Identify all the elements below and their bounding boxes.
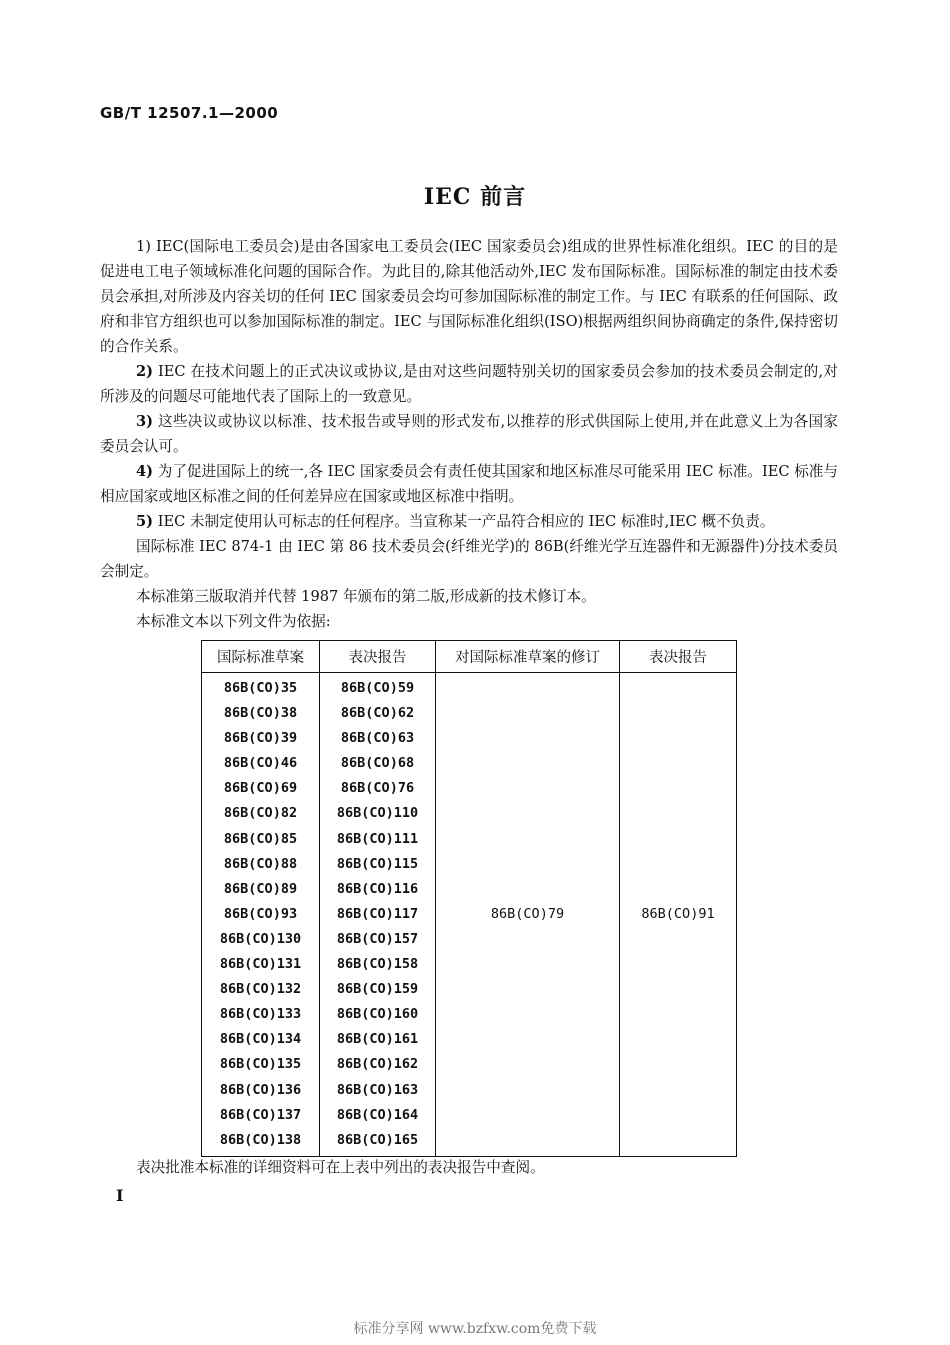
paragraph-5 [100,509,838,534]
list-item: 86B(CO)62 [340,705,415,722]
header-voting-report-2: 表决报告 [620,641,737,673]
paragraph-7 [100,584,838,609]
header-voting-report: 表决报告 [320,641,436,673]
list-item: 86B(CO)138 [219,1131,302,1148]
list-item: 86B(CO)35 [223,680,298,696]
paragraph-6 [100,534,838,584]
foreword-body [100,234,838,634]
list-item: 86B(CO)115 [336,855,419,872]
list-item: 86B(CO)110 [336,805,419,822]
list-item: 86B(CO)163 [336,1081,419,1098]
list-item: 86B(CO)38 [223,705,298,722]
standard-code: GB/T 12507.1—2000 [100,104,279,122]
paragraph-1 [100,234,838,359]
draft-standard-list [202,676,319,1153]
list-item: 86B(CO)160 [336,1006,419,1023]
list-item: 86B(CO)117 [336,905,419,922]
list-item: 86B(CO)82 [223,805,298,822]
voting-report-code: 86B(CO)91 [641,906,715,923]
footer-watermark: 标准分享网 www.bzfxw.com免费下载 [353,1321,597,1337]
paragraph-number: 4) [136,463,154,480]
paragraph-text: 为了促进国际上的统一,各 IEC 国家委员会有责任使其国家和地区标准尽可能采用 IEC 标准。IEC 标准与相应国家或地区标准之间的任何差异应在国家或地区标准中指明。 [100,463,838,505]
paragraph-text: IEC(国际电工委员会)是由各国家电工委员会(IEC 国家委员会)组成的世界性标准化组织。IEC 的目的是促进电工电子领域标准化问题的国际合作。为此目的,除其他活动外,IEC 发布国际标准。国际标准的制定由技术委员会承担,对所涉及内容关切的任何 IEC 国家委员会均可参加国际标准的制定工作。与 IEC 有联系的任何国际、政府和非官方组织也可以参加国际标准的制定。IEC 与国际标准化组织(ISO)根据两组织间协商确定的条件,保持密切的合作关系。 [100,238,839,355]
voting-report-list [320,676,435,1153]
paragraph-number: 5) [136,513,154,530]
list-item: 86B(CO)76 [340,780,415,797]
list-item: 86B(CO)136 [219,1081,302,1098]
list-item: 86B(CO)164 [336,1106,419,1123]
paragraph-text: IEC 在技术问题上的正式决议或协议,是由对这些问题特别关切的国家委员会参加的技术委员会制定的,对所涉及的问题尽可能地代表了国际上的一致意见。 [100,363,838,405]
list-item: 86B(CO)85 [223,830,298,847]
draft-amendment-cell [436,673,620,1157]
list-item: 86B(CO)131 [219,956,302,973]
paragraph-text: IEC 未制定使用认可标志的任何程序。当宣称某一产品符合相应的 IEC 标准时,IEC 概不负责。 [157,513,775,530]
document-basis-table [201,640,737,1157]
list-item: 86B(CO)133 [219,1006,302,1023]
list-item: 86B(CO)68 [340,755,415,772]
list-item: 86B(CO)130 [219,930,302,947]
draft-amendment-code: 86B(CO)79 [490,906,565,923]
table-header-row [202,641,737,673]
paragraph-8 [100,609,838,634]
list-item: 86B(CO)165 [336,1131,419,1148]
header-draft-standard: 国际标准草案 [202,641,320,673]
paragraph-3 [100,409,838,459]
paragraph-text: 本标准文本以下列文件为依据: [136,613,331,630]
list-item: 86B(CO)93 [223,905,298,922]
page-title: IEC 前言 [423,184,527,210]
paragraph-4 [100,459,838,509]
list-item: 86B(CO)161 [336,1031,419,1048]
list-item: 86B(CO)46 [223,755,298,772]
list-item: 86B(CO)39 [223,730,298,747]
list-item: 86B(CO)135 [219,1056,302,1073]
list-item: 86B(CO)137 [219,1106,302,1123]
list-item: 86B(CO)89 [223,880,298,897]
paragraph-2 [100,359,838,409]
paragraph-text: 这些决议或协议以标准、技术报告或导则的形式发布,以推荐的形式供国际上使用,并在此意义上为各国家委员会认可。 [100,413,838,455]
list-item: 86B(CO)158 [336,956,419,973]
voting-report-cell [320,673,436,1157]
voting-report-cell-2 [620,673,737,1157]
list-item: 86B(CO)59 [340,680,415,696]
paragraph-text: 本标准第三版取消并代替 1987 年颁布的第二版,形成新的技术修订本。 [136,588,596,605]
header-draft-amendment: 对国际标准草案的修订 [436,641,620,673]
closing-note: 表决批准本标准的详细资料可在上表中列出的表决报告中查阅。 [136,1159,545,1176]
page-number: I [116,1186,124,1205]
paragraph-number: 1) [136,238,151,255]
paragraph-text: 国际标准 IEC 874-1 由 IEC 第 86 技术委员会(纤维光学)的 86B(纤维光学互连器件和无源器件)分技术委员会制定。 [100,538,838,580]
list-item: 86B(CO)162 [336,1056,419,1073]
list-item: 86B(CO)134 [219,1031,302,1048]
list-item: 86B(CO)111 [336,830,419,847]
list-item: 86B(CO)63 [340,730,415,747]
paragraph-number: 2) [136,363,154,380]
list-item: 86B(CO)132 [219,981,302,998]
list-item: 86B(CO)69 [223,780,298,797]
list-item: 86B(CO)157 [336,930,419,947]
list-item: 86B(CO)159 [336,981,419,998]
list-item: 86B(CO)116 [336,880,419,897]
paragraph-number: 3) [136,413,154,430]
draft-standard-cell [202,673,320,1157]
table-row [202,673,737,1157]
list-item: 86B(CO)88 [223,855,298,872]
